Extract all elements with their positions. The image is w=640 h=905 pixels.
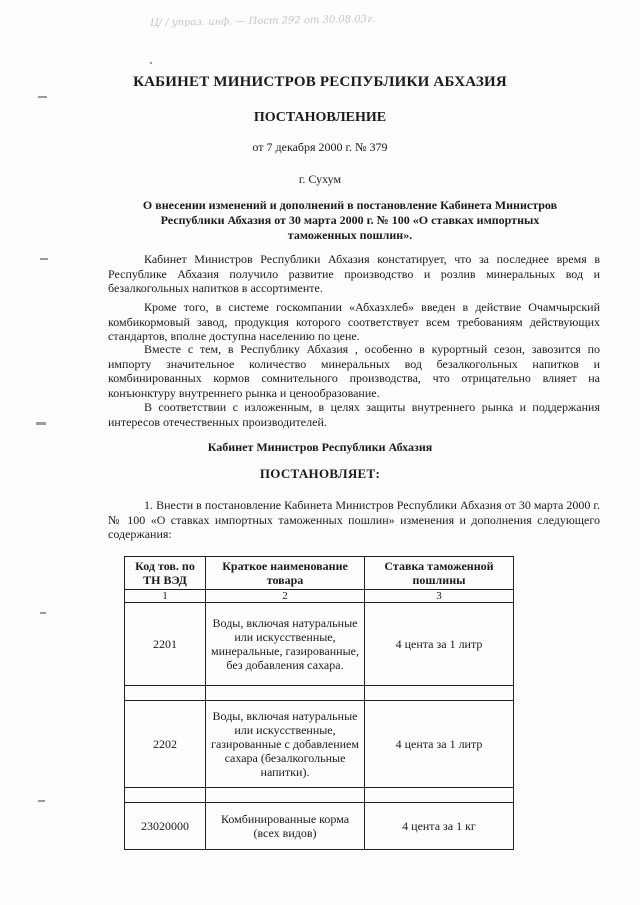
- cell-rate: 4 цента за 1 литр: [365, 701, 514, 788]
- cell-code: 23020000: [125, 803, 206, 850]
- header-rate: Ставка таможенной пошлины: [365, 557, 514, 590]
- scan-speck: [40, 258, 48, 260]
- cell-code: 2201: [125, 603, 206, 686]
- column-number-row: [125, 590, 514, 603]
- header-name: Краткое наименование товара: [206, 557, 365, 590]
- paragraph-2: [108, 300, 600, 344]
- scan-speck: [38, 800, 45, 802]
- cell-name: Комбинированные корма (всех видов): [206, 803, 365, 850]
- resolution-body: Кабинет Министров Республики Абхазия: [207, 440, 433, 454]
- cell-name: Воды, включая натуральные или искусственные, газированные с добавлением сахара (безалкогольные напитки).: [206, 701, 365, 788]
- paragraph-text: В соответствии с изложенным, в целях защиты внутреннего рынка и поддержания интересов отечественных производителей.: [108, 400, 600, 429]
- paragraph-4: [108, 400, 600, 429]
- tariff-table: [124, 556, 514, 850]
- table-header-row: [125, 557, 514, 590]
- header-code: Код тов. по ТН ВЭД: [125, 557, 206, 590]
- item-text: 1. Внести в постановление Кабинета Министров Республики Абхазия от 30 марта 2000 г. № 100 «О ставках импортных таможенных пошлин» изменения и дополнения следующего содержания:: [108, 498, 600, 542]
- paragraph-text: Кабинет Министров Республики Абхазия констатирует, что за последнее время в Республике Абхазия получило развитие производство и розлив минеральных вод и безалкогольных напитков в ассортименте.: [108, 252, 600, 296]
- document-type: ПОСТАНОВЛЕНИЕ: [253, 110, 387, 125]
- organization-title: КАБИНЕТ МИНИСТРОВ РЕСПУБЛИКИ АБХАЗИЯ: [133, 74, 507, 90]
- date-and-number: от 7 декабря 2000 г. № 379: [252, 140, 388, 154]
- column-number: 2: [206, 590, 365, 603]
- scan-speck: [36, 422, 46, 425]
- item-1: [108, 498, 600, 542]
- paragraph-text: Вместе с тем, в Республику Абхазия , особенно в курортный сезон, завозится по импорту значительное количество минеральных вод безалкогольных напитков и комбинированных кормов сомнительного производства, что отрицательно влияет на конъюнктуру внутреннего рынка и ценообразование.: [108, 342, 600, 400]
- city: г. Сухум: [298, 172, 342, 186]
- paragraph-text: Кроме того, в системе госкомпании «Абхазхлеб» введен в действие Очамчырский комбикормовый завод, продукция которого соответствует всем требованиям действующих стандартов, вполне доступна населению по цене.: [108, 300, 600, 344]
- column-number: 3: [365, 590, 514, 603]
- cell-code: 2202: [125, 701, 206, 788]
- table-row: [125, 701, 514, 788]
- row-spacer: [125, 788, 514, 803]
- document-subject: О внесении изменений и дополнений в постановление Кабинета Министров Республики Абхазия от 30 марта 2000 г. № 100 «О ставках импортных таможенных пошлин».: [142, 198, 558, 242]
- scan-speck: [150, 62, 152, 64]
- scan-speck: [38, 96, 47, 98]
- cell-name: Воды, включая натуральные или искусственные, минеральные, газированные, без добавления сахара.: [206, 603, 365, 686]
- cell-rate: 4 цента за 1 литр: [365, 603, 514, 686]
- scan-speck: [40, 612, 46, 614]
- paragraph-1: [108, 252, 600, 296]
- handwritten-note: Ц/ / упраз. инф. — Пост 292 от 30.08.03г.: [149, 13, 376, 29]
- row-spacer: [125, 686, 514, 701]
- table-row: [125, 803, 514, 850]
- column-number: 1: [125, 590, 206, 603]
- paragraph-3: [108, 342, 600, 400]
- table-row: [125, 603, 514, 686]
- cell-rate: 4 цента за 1 кг: [365, 803, 514, 850]
- resolution-verb: ПОСТАНОВЛЯЕТ:: [259, 466, 381, 481]
